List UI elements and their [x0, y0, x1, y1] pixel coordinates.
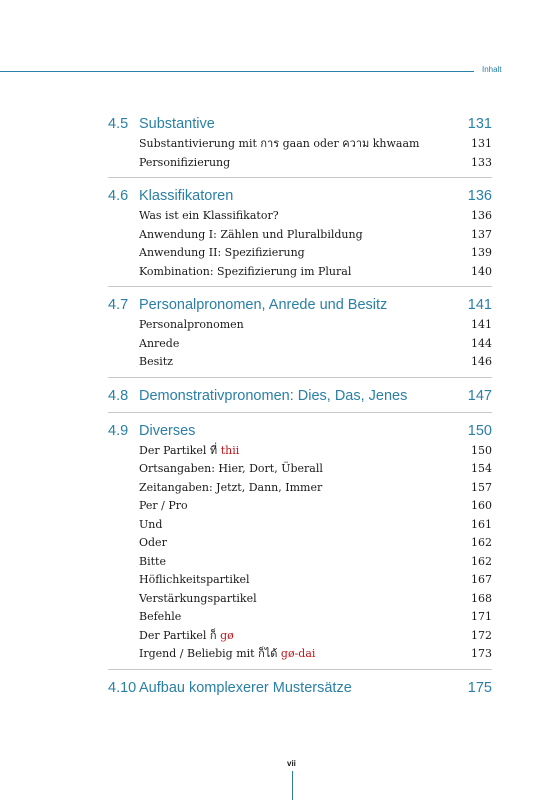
- entry-page-number: 173: [471, 647, 492, 660]
- entry-title: [139, 207, 279, 226]
- section-title-group: [108, 185, 233, 207]
- entry-text: Personalpronomen: [139, 318, 244, 331]
- toc-section: [108, 113, 492, 178]
- entry-page-number: 146: [471, 355, 492, 368]
- toc-section: [108, 677, 492, 699]
- section-page-number: 150: [467, 422, 492, 439]
- toc-entry[interactable]: [139, 353, 492, 372]
- section-heading[interactable]: [108, 420, 492, 442]
- section-title: Diverses: [139, 422, 196, 439]
- entry-page-number: 160: [471, 499, 492, 512]
- section-divider: [108, 377, 492, 378]
- section-title: Substantive: [139, 116, 215, 132]
- entry-text: Zeitangaben: Jetzt, Dann, Immer: [139, 480, 323, 494]
- entry-page-number: 140: [471, 264, 492, 278]
- entry-page-number: 136: [471, 209, 492, 222]
- entry-text: Ortsangaben: Hier, Dort, Überall: [139, 462, 323, 475]
- entry-page-number: 167: [471, 573, 492, 586]
- entry-title: [139, 553, 166, 572]
- entry-title: [139, 460, 323, 479]
- entry-title: [139, 226, 363, 245]
- entry-transliteration: gø-dai: [280, 647, 316, 660]
- toc-entry[interactable]: [139, 263, 492, 282]
- section-number: 4.10: [108, 679, 137, 696]
- entry-title: [139, 627, 234, 646]
- section-page-number: 136: [467, 188, 492, 204]
- entry-text: Anwendung II: Spezifizierung: [139, 246, 305, 259]
- section-title-group: [108, 113, 215, 135]
- section-number: 4.6: [108, 188, 129, 204]
- toc-entry[interactable]: [139, 207, 492, 226]
- toc-entry[interactable]: [139, 627, 492, 646]
- entry-transliteration: thii: [220, 443, 240, 457]
- section-title-group: [108, 385, 407, 407]
- section-heading[interactable]: [108, 294, 492, 316]
- entry-text: Und: [139, 517, 163, 531]
- entry-title: [139, 244, 305, 263]
- entry-text: Personifizierung: [139, 155, 231, 169]
- entry-text: Der Partikel ที่: [139, 443, 221, 457]
- entry-title: [139, 534, 167, 553]
- entry-title: [139, 263, 351, 282]
- section-title-group: [108, 420, 195, 442]
- entry-page-number: 168: [471, 591, 492, 605]
- section-title: Klassifikatoren: [139, 188, 234, 204]
- section-number: 4.8: [108, 387, 129, 404]
- section-heading[interactable]: [108, 185, 492, 207]
- toc-entry[interactable]: [139, 226, 492, 245]
- entry-title: [139, 442, 239, 461]
- entry-title: [139, 335, 179, 354]
- toc-section: [108, 420, 492, 670]
- entry-title: [139, 608, 181, 627]
- toc-entry[interactable]: [139, 608, 492, 627]
- section-page-number: 131: [467, 116, 492, 132]
- section-divider: [108, 412, 492, 413]
- section-page-number: 175: [467, 679, 492, 696]
- toc-entry[interactable]: [139, 553, 492, 572]
- entry-page-number: 162: [471, 554, 492, 568]
- entry-page-number: 141: [471, 318, 492, 331]
- entry-text: Befehle: [139, 610, 182, 623]
- section-heading[interactable]: [108, 385, 492, 407]
- entry-title: [139, 590, 257, 609]
- section-heading[interactable]: [108, 677, 492, 699]
- section-number: 4.5: [108, 116, 129, 132]
- entry-title: [139, 154, 230, 173]
- section-title: Personalpronomen, Anrede und Besitz: [139, 297, 388, 313]
- entry-transliteration: gø: [220, 628, 234, 642]
- entry-title: [139, 135, 419, 154]
- entry-page-number: 144: [471, 336, 492, 350]
- toc-entry[interactable]: [139, 479, 492, 498]
- section-divider: [108, 177, 492, 178]
- toc-entry[interactable]: [139, 244, 492, 263]
- toc-section: [108, 294, 492, 378]
- section-number: 4.7: [108, 297, 129, 313]
- entry-page-number: 133: [471, 155, 492, 169]
- entry-text: Bitte: [139, 554, 166, 568]
- entry-text: Substantivierung mit การ gaan oder ความ khwaam: [139, 137, 420, 150]
- toc-section: [108, 385, 492, 413]
- entry-title: [139, 516, 162, 535]
- section-page-number: 147: [467, 387, 492, 404]
- section-number: 4.9: [108, 422, 129, 439]
- entry-text: Besitz: [139, 355, 173, 368]
- entry-page-number: 154: [471, 462, 492, 475]
- entry-text: Was ist ein Klassifikator?: [139, 209, 279, 222]
- entry-text: Anrede: [139, 336, 180, 350]
- footer-rule: [292, 771, 293, 800]
- section-title: Demonstrativpronomen: Dies, Das, Jenes: [139, 387, 408, 404]
- entry-text: Der Partikel ก็: [139, 628, 221, 642]
- entry-text: Oder: [139, 536, 167, 549]
- toc-entry[interactable]: [139, 534, 492, 553]
- entry-title: [139, 316, 244, 335]
- header-rule: [0, 71, 474, 72]
- entry-text: Irgend / Beliebig mit ก็ได้: [139, 647, 281, 660]
- entry-title: [139, 479, 322, 498]
- toc-entry[interactable]: [139, 571, 492, 590]
- toc-entry[interactable]: [139, 516, 492, 535]
- section-heading[interactable]: [108, 113, 492, 135]
- running-header: Inhalt: [482, 65, 502, 74]
- toc-entry[interactable]: [139, 590, 492, 609]
- toc-entry[interactable]: [139, 154, 492, 173]
- entry-title: [139, 645, 315, 664]
- toc-entry[interactable]: [139, 460, 492, 479]
- entry-page-number: 162: [471, 536, 492, 549]
- entry-page-number: 131: [471, 137, 492, 150]
- entry-page-number: 172: [471, 628, 492, 642]
- toc-entry[interactable]: [139, 442, 492, 461]
- entry-text: Verstärkungspartikel: [139, 591, 257, 605]
- toc-entry[interactable]: [139, 497, 492, 516]
- entry-page-number: 150: [471, 443, 492, 457]
- entry-title: [139, 571, 250, 590]
- entry-text: Per / Pro: [139, 499, 188, 512]
- page-number: vii: [287, 759, 296, 768]
- toc-entry[interactable]: [139, 645, 492, 664]
- section-title: Aufbau komplexerer Mustersätze: [139, 679, 352, 696]
- entry-page-number: 139: [471, 246, 492, 259]
- section-title-group: [108, 677, 352, 699]
- entry-page-number: 171: [471, 610, 492, 623]
- entry-title: [139, 353, 173, 372]
- entry-page-number: 137: [471, 227, 492, 241]
- section-divider: [108, 286, 492, 287]
- section-page-number: 141: [467, 297, 492, 313]
- toc-entry[interactable]: [139, 135, 492, 154]
- section-title-group: [108, 294, 387, 316]
- toc-section: [108, 185, 492, 287]
- toc-entry[interactable]: [139, 316, 492, 335]
- entry-title: [139, 497, 188, 516]
- entry-text: Höflichkeitspartikel: [139, 573, 250, 586]
- table-of-contents: [108, 113, 492, 706]
- entry-text: Kombination: Spezifizierung im Plural: [139, 264, 352, 278]
- entry-page-number: 161: [471, 517, 492, 531]
- toc-entry[interactable]: [139, 335, 492, 354]
- entry-text: Anwendung I: Zählen und Pluralbildung: [139, 227, 363, 241]
- section-divider: [108, 669, 492, 670]
- entry-page-number: 157: [471, 480, 492, 494]
